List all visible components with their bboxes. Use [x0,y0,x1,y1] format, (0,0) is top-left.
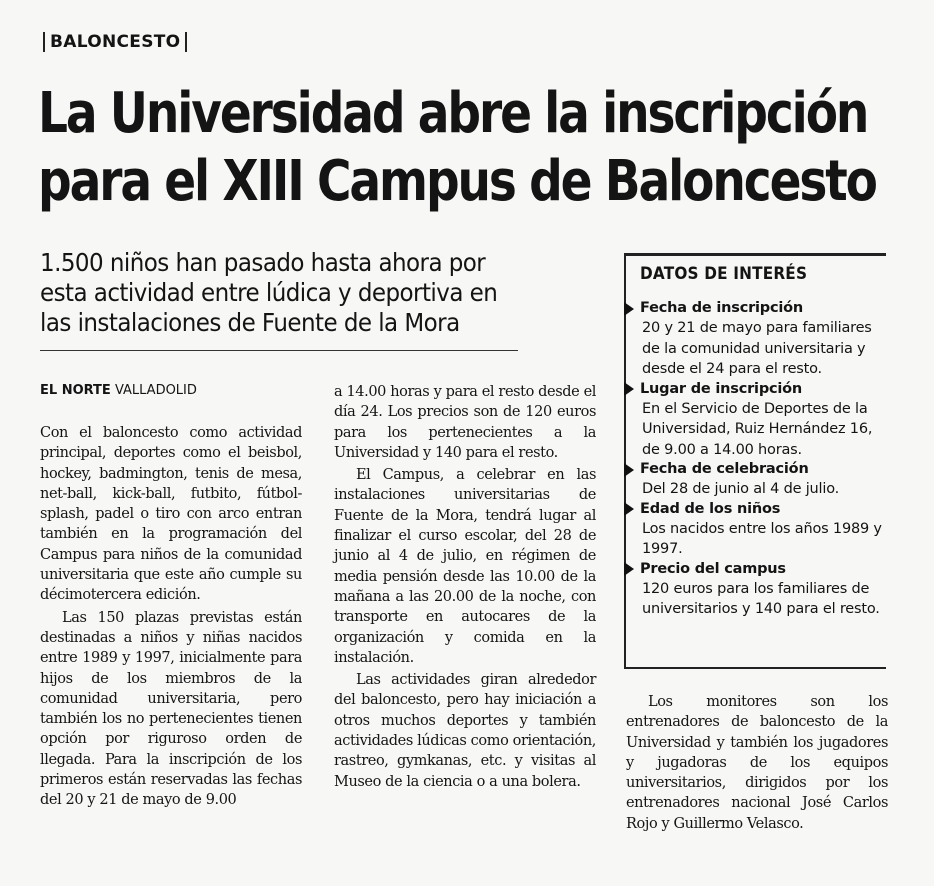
info-item [626,460,888,500]
subheadline-rule [40,350,518,351]
byline [40,383,197,398]
info-box [624,253,886,669]
info-item-value: 20 y 21 de mayo para familiares de la comunidad universitaria y desde el 24 para el resto. [642,320,872,377]
info-box-title: DATOS DE INTERÉS [640,264,808,284]
subheadline-line-3: las instalaciones de Fuente de la Mora [40,308,460,337]
info-item [626,299,888,380]
info-item-value: En el Servicio de Deportes de la Universidad, Ruiz Hernández 16, de 9.00 a 14.00 horas. [642,400,873,458]
article-column-2 [334,382,596,792]
section-tag [38,32,192,52]
arrow-icon [624,502,634,516]
info-label-text: Fecha de inscripción [640,300,804,316]
info-item-value: Del 28 de junio al 4 de julio. [642,481,840,497]
byline-source: EL NORTE [40,383,111,398]
arrow-icon [624,463,634,477]
info-item [626,500,888,560]
info-item [626,560,888,620]
paragraph: El Campus, a celebrar en las instalaciones universitarias de Fuente de la Mora, tendrá lugar al finalizar el curso escolar, del 28 de junio al 4 de julio, en régimen de media pensión desde las 10.00 de la mañana a las 20.00 de la noche, con transporte en autocares de la organización y comida en la instalación. [334,467,596,666]
subheadline-line-2: esta actividad entre lúdica y deportiva en [40,278,498,307]
divider [185,32,187,52]
arrow-icon [624,562,634,576]
paragraph: Las 150 plazas previstas están destinadas a niños y niñas nacidos entre 1989 y 1997, inicialmente para hijos de los miembros de la comunidad universitaria, pero también los no pertenecientes tienen opción por riguroso orden de llegada. Para la inscripción de los primeros están reservadas las fechas del 20 y 21 de mayo de 9.00 [40,609,302,809]
info-item-label [626,500,888,519]
paragraph: Las actividades giran alrededor del baloncesto, pero hay iniciación a otros muchos deportes y también actividades lúdicas como orientación, rastreo, gymkanas, etc. y visitas al Museo de la ciencia o a una bolera. [334,672,596,790]
info-item-label [626,299,888,318]
info-label-text: Fecha de celebración [640,461,809,477]
article-column-1 [40,423,302,811]
headline [38,80,876,216]
info-item-label [626,560,888,579]
paragraph: a 14.00 horas y para el resto desde el día 24. Los precios son de 120 euros para los pertenecientes a la Universidad y 140 para el resto. [334,384,596,461]
headline-line-1: La Universidad abre la inscripción [38,81,868,146]
arrow-icon [624,382,634,396]
info-item-value: Los nacidos entre los años 1989 y 1997. [642,520,882,557]
paragraph: Con el baloncesto como actividad principal, deportes como el beisbol, hockey, badmington, tenis de mesa, net-ball, kick-ball, futbito, fútbol-splash, padel o tiro con arco entran también en la programación del Campus para niños de la comunidad universitaria que este año cumple su décimotercera edición. [40,425,302,604]
subheadline [40,248,555,338]
info-label-text: Lugar de inscripción [640,380,803,397]
info-item-label [626,380,888,399]
divider [43,32,45,52]
info-box-list [626,299,888,620]
subheadline-line-1: 1.500 niños han pasado hasta ahora por [40,248,486,277]
info-item [626,380,888,461]
info-item-label [626,460,888,479]
headline-line-2: para el XIII Campus de Baloncesto [38,149,876,214]
byline-location: VALLADOLID [114,383,197,398]
arrow-icon [624,302,634,316]
section-label: BALONCESTO [50,32,181,52]
paragraph: Los monitores son los entrenadores de baloncesto de la Universidad y también los jugadores y jugadoras de los equipos universitarios, dirigidos por los entrenadores nacional José Carlos Rojo y Guillermo Velasco. [626,694,888,832]
info-label-text: Precio del campus [640,560,786,577]
info-item-value: 120 euros para los familiares de universitarios y 140 para el resto. [642,580,880,617]
article-column-3 [626,692,888,834]
info-label-text: Edad de los niños [640,500,781,517]
